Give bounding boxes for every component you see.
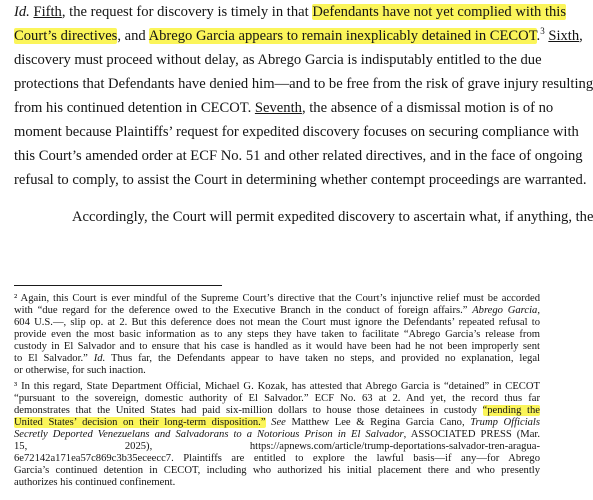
text-run: from his continued detention in CECOT.: [14, 100, 255, 116]
text-run: , and: [117, 28, 149, 44]
footnote-2-line-5: custody in El Salvador and to ensure that his case is handled as it would have been had he not been improperly sent: [14, 341, 540, 352]
signal-see: See: [271, 417, 286, 428]
footnote-3-line-9: authorizes his continued confinement.: [14, 477, 176, 488]
footnote-2-line-3: 604 U.S.—, slip op. at 2. But this deference does not mean the Court must ignore the Defendants’ repeated refusal to: [14, 317, 540, 328]
highlight-1b: Court’s directives: [14, 28, 118, 44]
footnote-3-line-6: [0, 441, 544, 453]
id-cite: Id.: [14, 4, 30, 20]
footnote-3-line-2: “pursuant to the sovereign, domestic authority of El Salvador.” ECF No. 63 at 2. And yet, the record thus far: [14, 393, 540, 404]
text-run: Matthew Lee & Regina Garcia Cano,: [285, 417, 471, 428]
footnote-3-line-5: [0, 429, 544, 441]
footnote-2-line-1: ² Again, this Court is ever mindful of the Supreme Court’s directive that the Court’s injunctive relief must be accorded: [14, 293, 540, 304]
article-title: Trump Officials: [470, 417, 540, 428]
body-line-5: [0, 96, 554, 120]
footnote-2-line-7: or otherwise, for such inaction.: [14, 365, 146, 376]
highlight-2: Abrego Garcia appears to remain inexplicably detained in CECOT: [148, 28, 537, 44]
text-run: to El Salvador.”: [14, 353, 94, 364]
date-day: 15,: [14, 441, 28, 452]
footnote-2-line-4: provide even the most basic information as to any steps they have taken to facilitate “Abrego Garcia’s release from: [14, 329, 540, 340]
text-run: , ASSOCIATED PRESS (Mar.: [403, 429, 540, 440]
highlight-3b: United States’ decision on their long-term disposition.”: [14, 417, 266, 428]
text-run: ,: [579, 28, 583, 44]
body-line-4: protections that Defendants have denied him—and to be free from the risk of grave injury resulting: [14, 76, 593, 92]
ordinal-sixth: Sixth: [548, 28, 580, 44]
body-line-7: this Court’s amended order at ECF No. 51 and other related directives, and in the face of ongoing: [14, 148, 583, 164]
footnote-3-line-3: [0, 405, 544, 417]
footnote-2-line-2: [0, 305, 544, 317]
footnote-3-line-4: [0, 417, 544, 429]
body-line-8: refusal to comply, to assist the Court in determining whether contempt proceedings are warranted.: [14, 172, 587, 188]
article-title: Secretly Deported Venezuelans and Salvadorans to a Notorious Prison in El Salvador: [14, 429, 404, 440]
body-line-6: moment because Plaintiffs’ request for expedited discovery focuses on securing compliance with: [14, 124, 579, 140]
body-line-2: [0, 24, 583, 48]
text-run: demonstrates that the United States had paid six-million dollars to house those detainees in custody: [14, 405, 483, 416]
footnote-3-line-1: ³ In this regard, State Department Official, Michael G. Kozak, has attested that Abrego Garcia is “detained” in CECOT: [14, 381, 540, 392]
highlight-1a: Defendants have not yet complied with this: [312, 4, 567, 20]
body-line-9: Accordingly, the Court will permit expedited discovery to ascertain what, if anything, the: [72, 209, 593, 225]
footnote-3-line-8: Garcia’s continued detention in CECOT, including who authorized his initial placement there and who presently: [14, 465, 540, 476]
article-url: https://apnews.com/article/trump-deportations-salvador-tren-aragua-: [249, 441, 540, 452]
comma: ,: [537, 305, 540, 316]
text-run: with “due regard for the deference owed to the Executive Branch in the conduct of foreign affairs.”: [14, 305, 473, 316]
highlight-3a: “pending the: [482, 405, 540, 416]
footnote-3-line-7: 6e72142a171ea57c869c3b35eceecc7. Plaintiffs are entitled to explore the lawful basis—if any—for Abrego: [14, 453, 540, 464]
text-run: .: [536, 28, 541, 44]
date-year: 2025),: [124, 441, 153, 452]
id-cite: Id.: [93, 353, 106, 364]
text-run: Thus far, the Defendants appear to have taken no steps, and provided no explanation, legal: [105, 353, 540, 364]
ordinal-fifth: Fifth: [33, 4, 62, 20]
text-run: , the request for discovery is timely in that: [61, 4, 313, 20]
body-line-3: discovery must proceed without delay, as Abrego Garcia is indisputably entitled to the due: [14, 52, 542, 68]
footnote-ref-3: 3: [540, 26, 545, 36]
case-name: Abrego Garcia: [472, 305, 538, 316]
text-run: , the absence of a dismissal motion is of no: [301, 100, 554, 116]
ordinal-seventh: Seventh: [254, 100, 302, 116]
footnote-2-line-6: [0, 353, 544, 365]
footnote-separator: [14, 285, 222, 286]
body-line-1: [0, 0, 567, 24]
